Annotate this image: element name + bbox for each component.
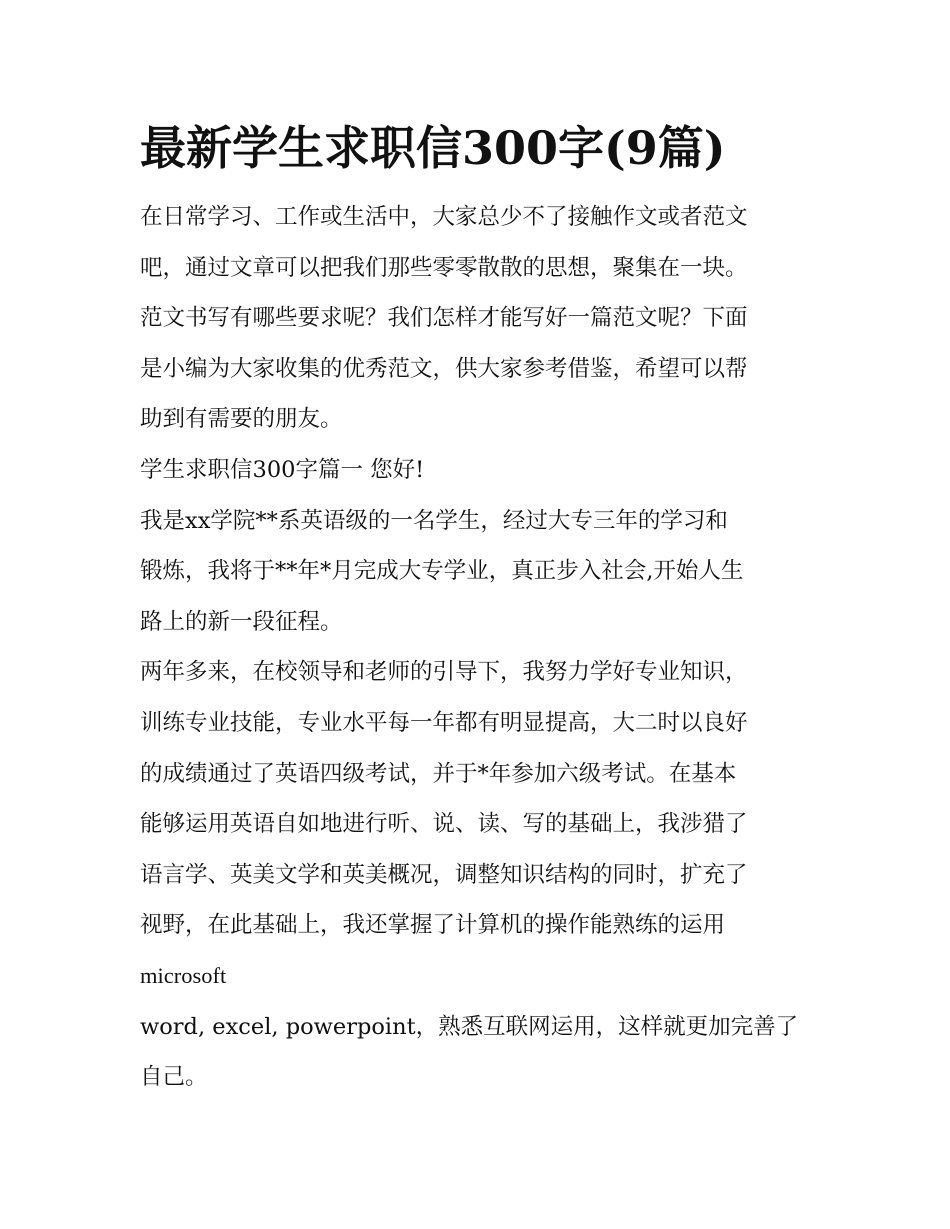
body-line: 训练专业技能，专业水平每一年都有明显提高，大二时以良好 <box>140 709 748 736</box>
body-line: 语言学、英美文学和英美概况，调整知识结构的同时，扩充了 <box>140 861 748 888</box>
body-line: 两年多来，在校领导和老师的引导下，我努力学好专业知识， <box>140 659 748 686</box>
body-line: 范文书写有哪些要求呢？我们怎样才能写好一篇范文呢？下面 <box>140 305 748 332</box>
body-line: 自己。 <box>140 1064 208 1091</box>
body-line: 吧，通过文章可以把我们那些零零散散的思想，聚集在一块。 <box>140 254 748 281</box>
body-line: word, excel, powerpoint，熟悉互联网运用，这样就更加完善了 <box>140 1013 799 1040</box>
body-line: 锻炼，我将于**年*月完成大专学业，真正步入社会,开始人生 <box>140 558 744 585</box>
body-line: 是小编为大家收集的优秀范文，供大家参考借鉴，希望可以帮 <box>140 355 748 382</box>
body-line: 视野，在此基础上，我还掌握了计算机的操作能熟练的运用 <box>140 912 726 939</box>
body-line: 助到有需要的朋友。 <box>140 406 343 433</box>
body-line: 的成绩通过了英语四级考试，并于*年参加六级考试。在基本 <box>140 760 737 787</box>
section-heading-line: 学生求职信300字篇一 您好! <box>140 456 425 483</box>
body-line: 路上的新一段征程。 <box>140 608 343 635</box>
document-title: 最新学生求职信300字(9篇) <box>140 121 726 175</box>
body-line: 我是xx学院**系英语级的一名学生，经过大专三年的学习和 <box>140 507 728 534</box>
body-line: 能够运用英语自如地进行听、说、读、写的基础上，我涉猎了 <box>140 811 748 838</box>
body-line: 在日常学习、工作或生活中，大家总少不了接触作文或者范文 <box>140 204 748 230</box>
body-line: microsoft <box>140 962 227 988</box>
document-content <box>140 118 820 1103</box>
